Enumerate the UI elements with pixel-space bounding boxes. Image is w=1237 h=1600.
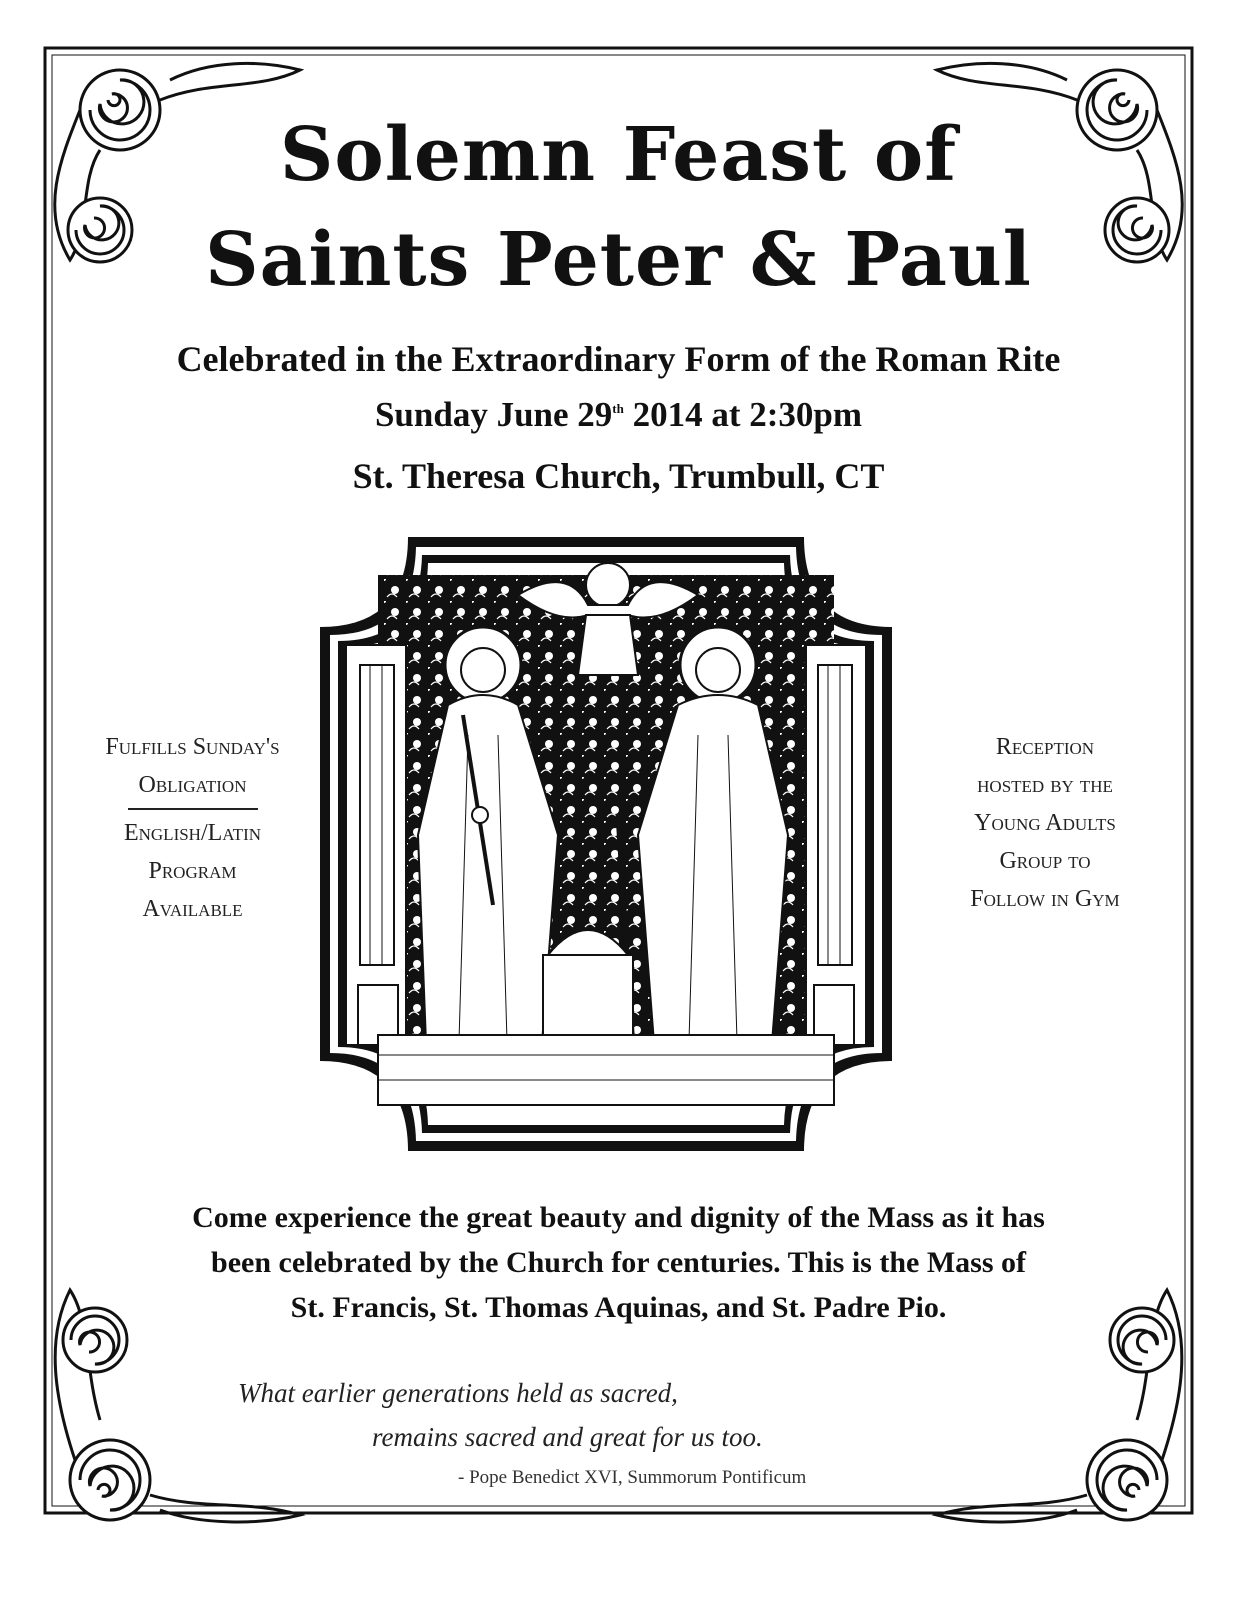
right-note-line-4: Group to	[999, 848, 1091, 874]
right-note-line-1: Reception	[995, 734, 1095, 760]
title-line-1: Solemn Feast of	[279, 112, 958, 198]
event-location: St. Theresa Church, Trumbull, CT	[352, 456, 885, 496]
left-note-line-2: Obligation	[138, 772, 247, 798]
rite-subtitle: Celebrated in the Extraordinary Form of the Roman Rite	[176, 339, 1061, 379]
reception-note	[925, 728, 1165, 918]
note-divider	[128, 808, 258, 810]
left-note-line-1: Fulfills Sunday's	[105, 734, 280, 760]
left-note-line-5: Available	[142, 896, 243, 922]
right-note-line-5: Follow in Gym	[970, 886, 1120, 912]
date-rest: 2014 at 2:30pm	[623, 395, 863, 434]
saints-peter-paul-illustration	[318, 535, 894, 1153]
right-note-line-3: Young Adults	[974, 810, 1116, 836]
left-note-line-3: English/Latin	[123, 820, 262, 846]
quote-attribution: - Pope Benedict XVI, Summorum Pontificum	[458, 1467, 807, 1488]
quote-line-2: remains sacred and great for us too.	[372, 1422, 763, 1452]
body-line-1: Come experience the great beauty and dignity of the Mass as it has	[192, 1201, 1045, 1234]
event-date	[0, 395, 1237, 435]
date-prefix: Sunday June 29	[374, 395, 613, 434]
left-note-line-4: Program	[148, 858, 237, 884]
title-line-2: Saints Peter & Paul	[205, 217, 1032, 303]
obligation-note	[80, 728, 305, 928]
right-note-line-2: hosted by the	[977, 772, 1113, 798]
invitation-paragraph	[150, 1195, 1087, 1330]
body-line-2: been celebrated by the Church for centuries. This is the Mass of	[211, 1246, 1026, 1279]
body-line-3: St. Francis, St. Thomas Aquinas, and St. Padre Pio.	[290, 1291, 947, 1324]
date-ordinal: th	[612, 401, 624, 416]
quote-line-1: What earlier generations held as sacred,	[238, 1378, 678, 1408]
